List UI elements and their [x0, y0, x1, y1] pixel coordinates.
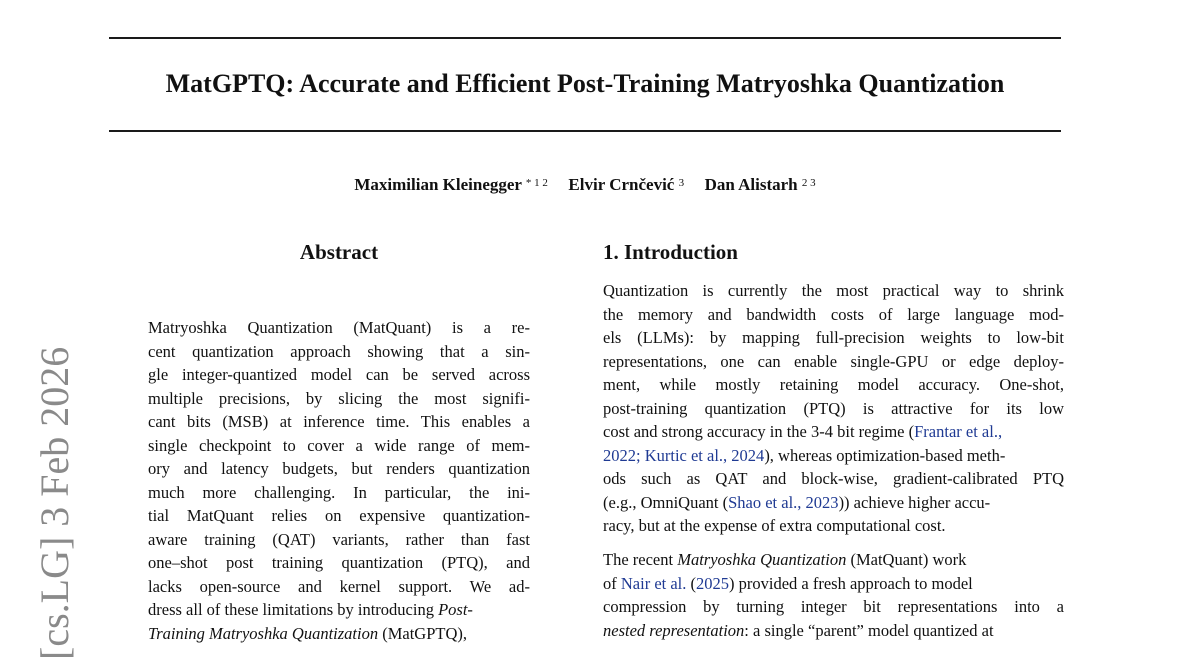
intro-italic-term: Matryoshka Quantization [677, 550, 847, 569]
abstract-line: one–shot post training quantization (PTQ), and [148, 553, 530, 572]
intro-line-text: (MatQuant) work [846, 550, 967, 569]
intro-line [603, 420, 1064, 444]
author-name: Elvir Crnčević [568, 175, 675, 194]
abstract-line: cent quantization approach showing that a sin- [148, 341, 530, 361]
abstract-line: much more challenging. In particular, the ini- [148, 482, 530, 502]
abstract-line-text: dress all of these limitations by introducing [148, 600, 439, 619]
citation-link[interactable]: Shao et al., 2023 [728, 492, 839, 512]
intro-line-text: The recent [603, 550, 678, 569]
citation-link[interactable]: 2022; Kurtic et al., 2024 [603, 445, 765, 465]
citation-link[interactable]: Frantar et al., [914, 422, 1003, 441]
intro-line-text: ( [686, 573, 697, 593]
author-list [109, 172, 1061, 198]
abstract-italic-term: Training Matryoshka Quantization [148, 623, 379, 643]
intro-line: the memory and bandwidth costs of large language mod- [603, 304, 1064, 324]
intro-line-text: )) achieve higher accu- [838, 492, 991, 512]
intro-line-text: of [603, 573, 621, 593]
abstract-line: multiple precisions, by slicing the most signifi- [148, 388, 530, 408]
author-affiliation: 2 3 [801, 177, 816, 189]
title-bottom-rule [109, 130, 1061, 132]
introduction-paragraph-2 [603, 548, 1064, 642]
intro-line-text: : a single “parent” model quantized at [744, 620, 994, 640]
intro-line [603, 444, 1064, 468]
intro-line [603, 572, 1064, 596]
intro-line-text: ) provided a fresh approach to model [729, 573, 973, 593]
abstract-line [148, 622, 530, 646]
abstract-heading: Abstract [299, 240, 379, 264]
abstract-line: lacks open-source and kernel support. We ad- [148, 576, 530, 596]
abstract-line: Matryoshka Quantization (MatQuant) is a re- [148, 318, 530, 337]
intro-line [603, 491, 1064, 515]
abstract-line: ory and latency budgets, but renders quantization [148, 459, 530, 478]
abstract-line: single checkpoint to cover a wide range of mem- [148, 435, 530, 455]
intro-line-text: (e.g., OmniQuant ( [603, 492, 729, 512]
intro-line: Quantization is currently the most practical way to shrink [603, 281, 1064, 300]
intro-line: post-training quantization (PTQ) is attractive for its low [603, 398, 1064, 418]
intro-line: compression by turning integer bit representations into a [603, 597, 1064, 616]
introduction-paragraph-1 [603, 279, 1064, 538]
abstract-line: gle integer-quantized model can be served across [148, 365, 530, 384]
abstract-line [148, 598, 530, 622]
paper-title: MatGPTQ: Accurate and Efficient Post-Training Matryoshka Quantization [165, 69, 1005, 98]
author-name: Dan Alistarh [704, 175, 798, 194]
intro-line: ment, while mostly retaining model accuracy. One-shot, [603, 375, 1064, 394]
intro-line [603, 548, 1064, 572]
intro-line: racy, but at the expense of extra computational cost. [603, 516, 946, 535]
intro-line: representations, one can enable single-GPU or edge deploy- [603, 351, 1064, 371]
intro-italic-term: nested representation [603, 620, 745, 640]
title-top-rule [109, 37, 1061, 39]
intro-line-text: cost and strong accuracy in the 3-4 bit regime ( [603, 422, 915, 441]
intro-line: els (LLMs): by mapping full-precision weights to low-bit [603, 328, 1064, 347]
abstract-line: tial MatQuant relies on expensive quantization- [148, 506, 530, 525]
abstract-line: aware training (QAT) variants, rather than fast [148, 529, 530, 549]
abstract-italic-term: Post- [438, 600, 473, 619]
intro-line-text: ), whereas optimization-based meth- [764, 445, 1006, 465]
citation-link[interactable]: Nair et al. [620, 573, 687, 593]
intro-line: ods such as QAT and block-wise, gradient-calibrated PTQ [603, 469, 1064, 488]
abstract-line: cant bits (MSB) at inference time. This enables a [148, 412, 530, 431]
abstract-line-text: (MatGPTQ), [378, 623, 468, 643]
intro-line [603, 619, 1064, 643]
author-name: Maximilian Kleinegger [354, 175, 522, 194]
introduction-heading: 1. Introduction [603, 240, 738, 264]
author-affiliation: 3 [678, 177, 685, 189]
author-affiliation: * 1 2 [525, 177, 548, 189]
abstract-body [148, 316, 530, 645]
arxiv-stamp: [cs.LG] 3 Feb 2026 [32, 346, 77, 660]
citation-link[interactable]: 2025 [696, 573, 730, 593]
